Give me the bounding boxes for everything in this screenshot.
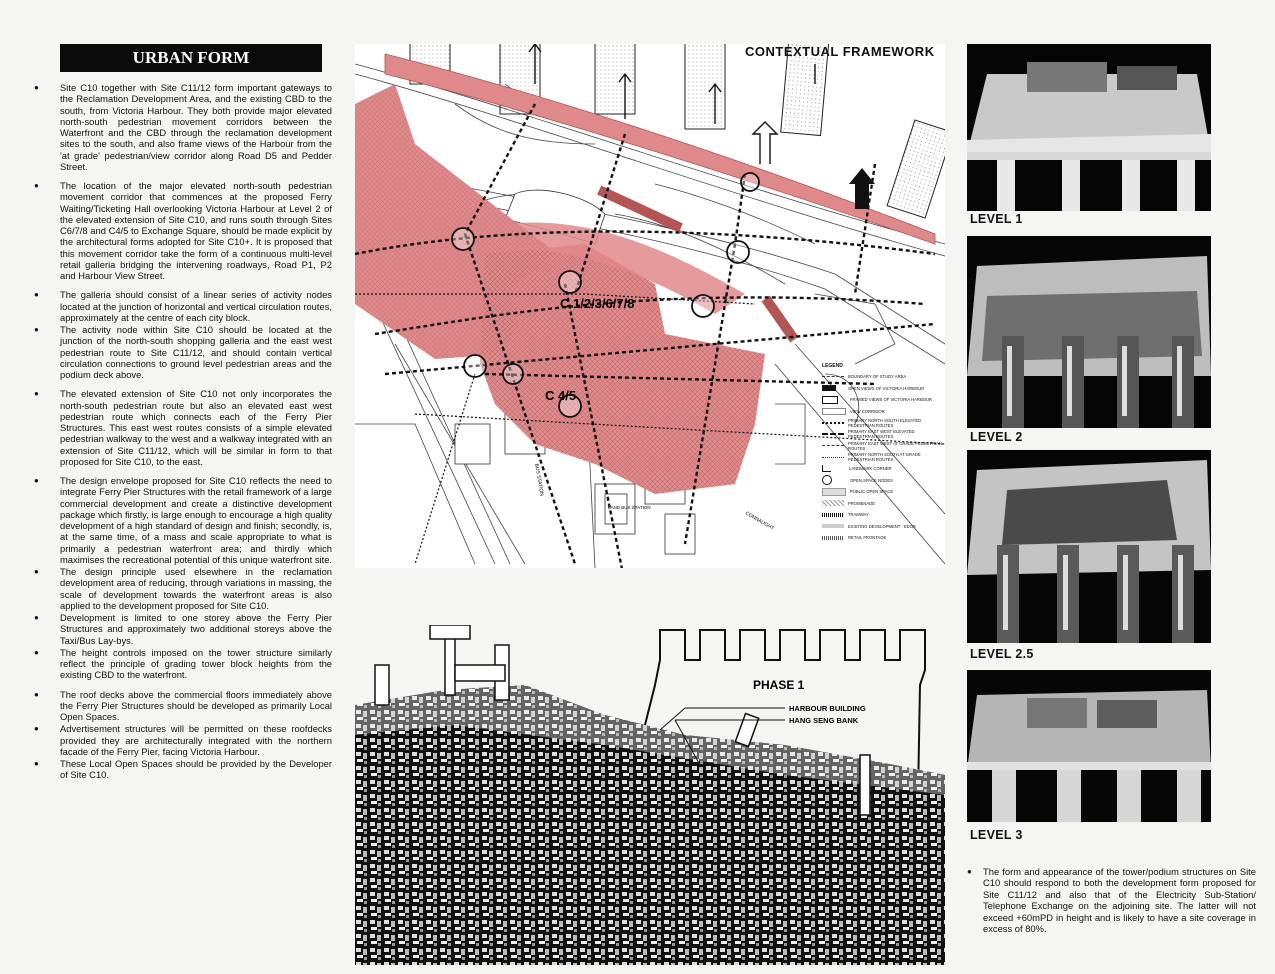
arrow-solid-icon	[822, 385, 836, 391]
bullet-2: ● The location of the major elevated north-south pedestrian movement corridor that commences at the proposed Ferry Waiting/Ticketing Hall overlooking Victoria Harbour at Level 2 of the elevated extension of Site C10, and runs south through Sites C6/7/8 and C4/5 to Exchange Square, should be made explicit by the architectural forms adopted for Site C10+. It is proposed that this movement corridor take the form of a continuous multi-level retail galleria bridging the intervening roadways, Road P1, P2 and Harbour View Street.	[32, 180, 332, 281]
legend-row: PRIMARY EAST WEST AT GRADE PEDESTRIAN ROUTES	[822, 440, 942, 452]
bullet-12: ● These Local Open Spaces should be provided by the Developer of Site C10.	[32, 758, 332, 781]
site-label-c1-8: C 1/2/3/6/7/8	[560, 296, 635, 311]
circle-node-icon	[822, 475, 832, 485]
site-label-c4-5: C 4/5	[545, 388, 577, 403]
bullet-9: ● The height controls imposed on the tower structure similarly reflect the principle of grading tower block heights from the existing CBD to the waterfront.	[32, 647, 332, 681]
street-label-land-bus: LAND BUS STATION	[608, 505, 651, 510]
label-level-1: LEVEL 1	[970, 212, 1023, 226]
label-level-2-5: LEVEL 2.5	[970, 647, 1034, 661]
bullet-1: ● Site C10 together with Site C11/12 form important gateways to the Reclamation Development Area, and the existing CBD to the south, from Victoria Harbour. They both provide major elevated north-south pedestrian movement corridors between the Waterfront and the CBD through the reclamation development sites to the south, and also frame views of the Harbour from the 'at grade' pedestrian/view corridor along Road D5 and Pedder Street.	[32, 82, 332, 172]
phase-1-drawing	[355, 625, 945, 965]
model-photo-level-2	[967, 236, 1211, 428]
legend-row: EXISTING DEVELOPMENT - EDGE	[822, 521, 942, 533]
street-label-connaught: CONNAUGHT	[744, 510, 775, 532]
legend-row: RETAIL FRONTAGE	[822, 532, 942, 544]
arrow-outline-icon	[822, 396, 838, 404]
landmark-corner-icon	[822, 465, 831, 472]
legend-row: FRAMED VIEWS OF VICTORIA HARBOUR	[822, 394, 942, 406]
existing-edge-icon	[822, 524, 844, 528]
map-legend	[822, 364, 942, 544]
model-photo-level-2-5	[967, 450, 1211, 643]
dash-route-icon	[822, 433, 844, 435]
legend-row: TRAMWAY	[822, 509, 942, 521]
model-photo-level-3	[967, 670, 1211, 822]
urban-form-heading: URBAN FORM	[60, 44, 322, 72]
model-photo-level-1	[967, 44, 1211, 211]
legend-row: PUBLIC OPEN SPACE	[822, 486, 942, 498]
label-level-2: LEVEL 2	[970, 430, 1023, 444]
bullet-3: ● The galleria should consist of a linear series of activity nodes located at the junction of horizontal and vertical circulation routes, approximately at the centre of each city block.	[32, 289, 332, 323]
retail-frontage-icon	[822, 536, 844, 540]
promenade-swatch-icon	[822, 500, 844, 506]
model-note	[966, 866, 1256, 934]
model-note-text: ● The form and appearance of the tower/podium structures on Site C10 should respond to both the development form proposed for Site C11/12 and also that of the Electricity Sub-Station/ Telephone Exchange on the adjoining site. The latter will not exceed +60mPD in height and is likely to have a site coverage in excess of 80%.	[966, 866, 1256, 934]
label-level-3: LEVEL 3	[970, 828, 1023, 842]
legend-dash-icon	[822, 376, 844, 377]
open-space-swatch-icon	[822, 488, 846, 496]
tramway-icon	[822, 513, 844, 517]
dash-thin-route-icon	[822, 445, 844, 446]
bullet-4: ● The activity node within Site C10 should be located at the junction of the north-south shopping galleria and the east west pedestrian route to Site C11/12, and should contain vertical circulation connections to ground level pedestrian areas and the podium deck above.	[32, 324, 332, 380]
legend-row: PRIMARY NORTH SOUTH AT GRADE PEDESTRIAN ROUTES	[822, 452, 942, 464]
bullet-10: ● The roof decks above the commercial floors immediately above the Ferry Pier Structures should be developed as primarily Local Open Spaces.	[32, 689, 332, 723]
legend-row: LANDMARK CORNER	[822, 463, 942, 475]
label-harbour-building: HARBOUR BUILDING	[789, 704, 866, 713]
bullet-6: ● The design envelope proposed for Site C10 reflects the need to integrate Ferry Pier Structures with the retail framework of a large commercial development and create a distinctive development package which firstly, is large enough to encourage a high quality development of a high standard of design and finish; secondly, is, at the same time, of a mass and scale appropriate to what is primarily a pedestrian waterfront area; and thirdly which maximises the recreational potential of this unique waterfront site.	[32, 475, 332, 565]
dotted-route-icon	[822, 422, 844, 424]
legend-row: PROMENADE	[822, 498, 942, 510]
bullet-8: ● Development is limited to one storey above the Ferry Pier Structures and approximately two additional storeys above the Taxi/Bus Lay-bys.	[32, 612, 332, 646]
dot-dash-route-icon	[822, 457, 844, 458]
legend-title: LEGEND	[822, 363, 843, 369]
street-label-bus: BUS STATION	[533, 463, 545, 497]
bullet-11: ● Advertisement structures will be permitted on these roofdecks provided they are architecturally integrated with the northern facade of the Ferry Pier, facing Victoria Harbour.	[32, 723, 332, 757]
phase-1-panel	[355, 625, 945, 965]
phase-1-title: PHASE 1	[753, 678, 805, 692]
legend-row: BOUNDARY OF STUDY AREA	[822, 371, 942, 383]
bullet-5: ● The elevated extension of Site C10 not only incorporates the north-south pedestrian route but also an elevated east west pedestrian route which connects each of the Ferry Pier Structures. This east west routes consists of a simple elevated pedestrian walkway to the west and a walkway integrated with an extension of Site C11/12, which will be similar in form to that proposed for Site C10, to the east.	[32, 388, 332, 467]
bullet-7: ● The design principle used elsewhere in the reclamation development area of reducing, through variations in massing, the scale of development towards the waterfront areas is also applied to the development proposed for Site C10.	[32, 566, 332, 611]
legend-row: OPEN SPACE NODES	[822, 475, 942, 487]
legend-row: PRIMARY NORTH SOUTH ELEVATED PEDESTRIAN ROUTES	[822, 417, 942, 429]
urban-form-bullets	[32, 82, 332, 782]
legend-row: VIEW CORRIDOR	[822, 406, 942, 418]
legend-row: PRIMARY EAST WEST ELEVATED PEDESTRIAN ROUTES	[822, 429, 942, 441]
label-hang-seng-bank: HANG SENG BANK	[789, 716, 859, 725]
map-title: CONTEXTUAL FRAMEWORK	[745, 44, 935, 59]
view-corridor-icon	[822, 408, 846, 415]
legend-row: OPEN VIEWS OF VICTORIA HARBOUR	[822, 383, 942, 395]
